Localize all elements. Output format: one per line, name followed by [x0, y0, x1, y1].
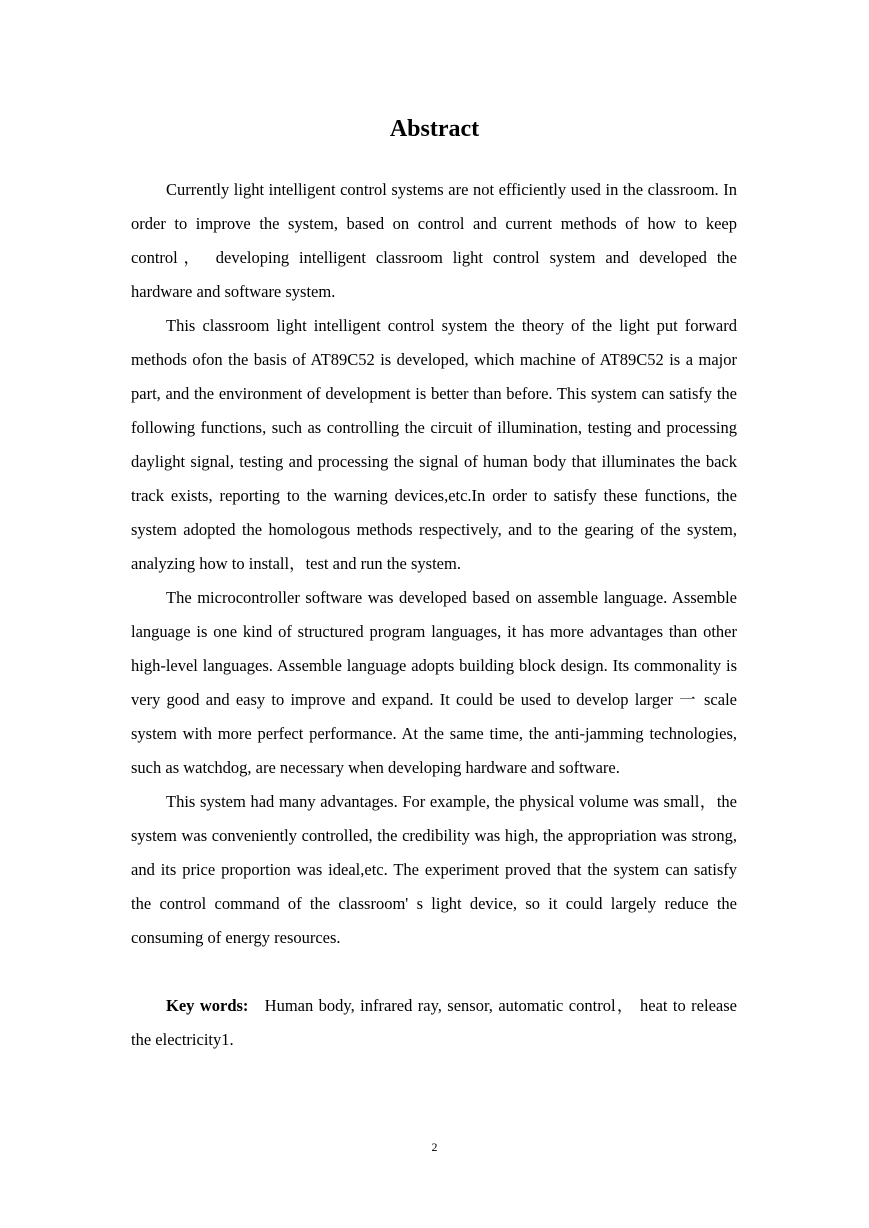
page-number: 2	[431, 1140, 438, 1154]
abstract-paragraph-2: This classroom light intelligent control system the theory of the light put forward methods ofon the basis of AT89C52 is developed, which machine of AT89C52 is a major part, and the environment of development is better than before. This system can satisfy the following functions, such as controlling the circuit of illumination, testing and processing daylight signal, testing and processing the signal of human body that illuminates the back track exists, reporting to the warning devices,etc.In order to satisfy these functions, the system adopted the homologous methods respectively, and to the gearing of the system, analyzing how to install，test and run the system.	[131, 316, 737, 573]
abstract-paragraph-3: The microcontroller software was developed based on assemble language. Assemble language is one kind of structured program languages, it has more advantages than other high-level languages. Assemble language adopts building block design. Its commonality is very good and easy to improve and expand. It could be used to develop larger 一 scale system with more perfect performance. At the same time, the anti-jamming technologies, such as watchdog, are necessary when developing hardware and software.	[131, 588, 737, 777]
abstract-paragraph-4: This system had many advantages. For example, the physical volume was small，the system was conveniently controlled, the credibility was high, the appropriation was strong, and its price proportion was ideal,etc. The experiment proved that the system can satisfy the control command of the classroom' s light device, so it could largely reduce the consuming of energy resources.	[131, 792, 737, 947]
keywords-text: Human body, infrared ray, sensor, automatic control， heat to release the electricity1.	[131, 996, 737, 1049]
keywords-paragraph	[131, 989, 737, 1057]
abstract-body	[131, 173, 737, 1057]
keywords-label: Key words:	[166, 996, 249, 1015]
paragraph-spacer	[131, 955, 737, 989]
abstract-paragraph-1: Currently light intelligent control systems are not efficiently used in the classroom. In order to improve the system, based on control and current methods of how to keep control， developing intelligent classroom light control system and developed the hardware and software system.	[131, 180, 737, 301]
abstract-title: Abstract	[389, 116, 480, 142]
